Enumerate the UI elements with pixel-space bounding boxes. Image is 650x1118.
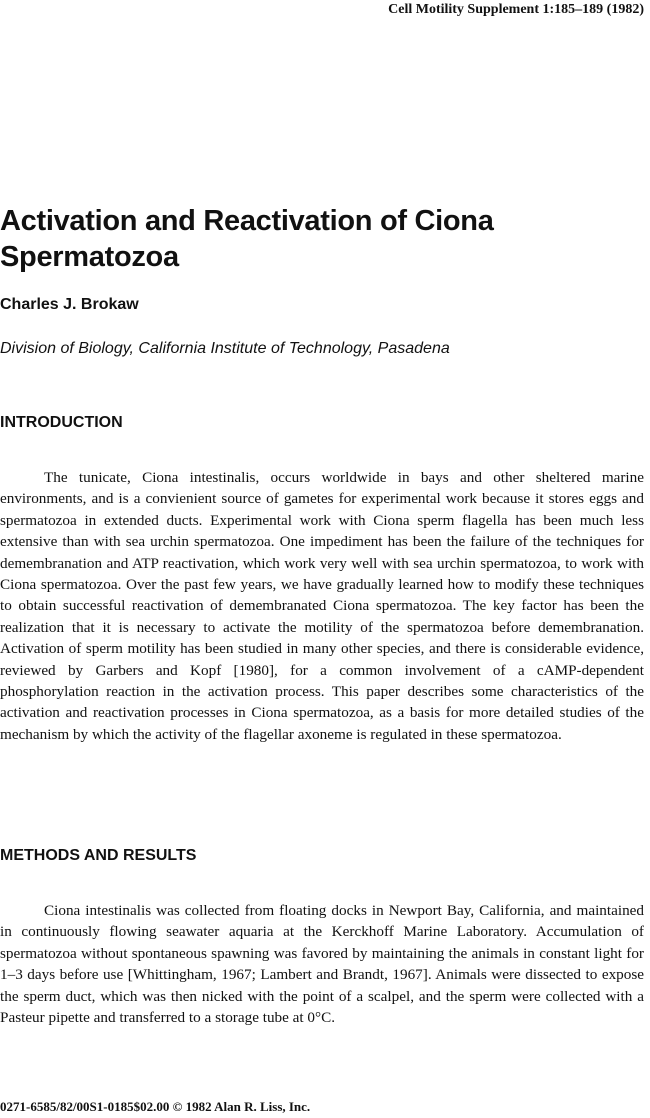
copyright-footer: 0271-6585/82/00S1-0185$02.00 © 1982 Alan R. Liss, Inc. xyxy=(0,1099,311,1114)
author-affiliation: Division of Biology, California Institute of Technology, Pasadena xyxy=(0,340,450,357)
introduction-heading: INTRODUCTION xyxy=(0,414,123,431)
introduction-paragraph: The tunicate, Ciona intestinalis, occurs worldwide in bays and other sheltered marine environments, and is a convienient source of gametes for experimental work because it stores eggs and spermatozoa in extended ducts. Experimental work with Ciona sperm flagella has been much less extensive than with sea urchin spermatozoa. One impediment has been the failure of the techniques for demembranation and ATP reactivation, which work very well with sea urchin spermatozoa, to work with Ciona spermatozoa. Over the past few years, we have gradually learned how to modify these techniques to obtain successful reactivation of demembranated Ciona spermatozoa. The key factor has been the realization that it is necessary to activate the motility of the spermatozoa before demembranation. Activation of sperm motility has been studied in many other species, and there is considerable evidence, reviewed by Garbers and Kopf [1980], for a common involvement of a cAMP-dependent phosphorylation reaction in the activation process. This paper describes some characteristics of the activation and reactivation processes in Ciona spermatozoa, as a basis for more detailed studies of the mechanism by which the activity of the flagellar axoneme is regulated in these spermatozoa. xyxy=(0,469,644,743)
author-name: Charles J. Brokaw xyxy=(0,296,139,313)
methods-heading: METHODS AND RESULTS xyxy=(0,847,197,864)
running-head: Cell Motility Supplement 1:185–189 (1982) xyxy=(388,2,644,17)
article-title: Activation and Reactivation of Ciona Spermatozoa xyxy=(0,205,494,273)
methods-paragraph: Ciona intestinalis was collected from floating docks in Newport Bay, California, and maintained in continuously flowing seawater aquaria at the Kerckhoff Marine Laboratory. Accumulation of spermatozoa without spontaneous spawning was favored by maintaining the animals in constant light for 1–3 days before use [Whittingham, 1967; Lambert and Brandt, 1967]. Animals were dissected to expose the sperm duct, which was then nicked with the point of a scalpel, and the sperm were collected with a Pasteur pipette and transferred to a storage tube at 0°C. xyxy=(0,902,644,1027)
